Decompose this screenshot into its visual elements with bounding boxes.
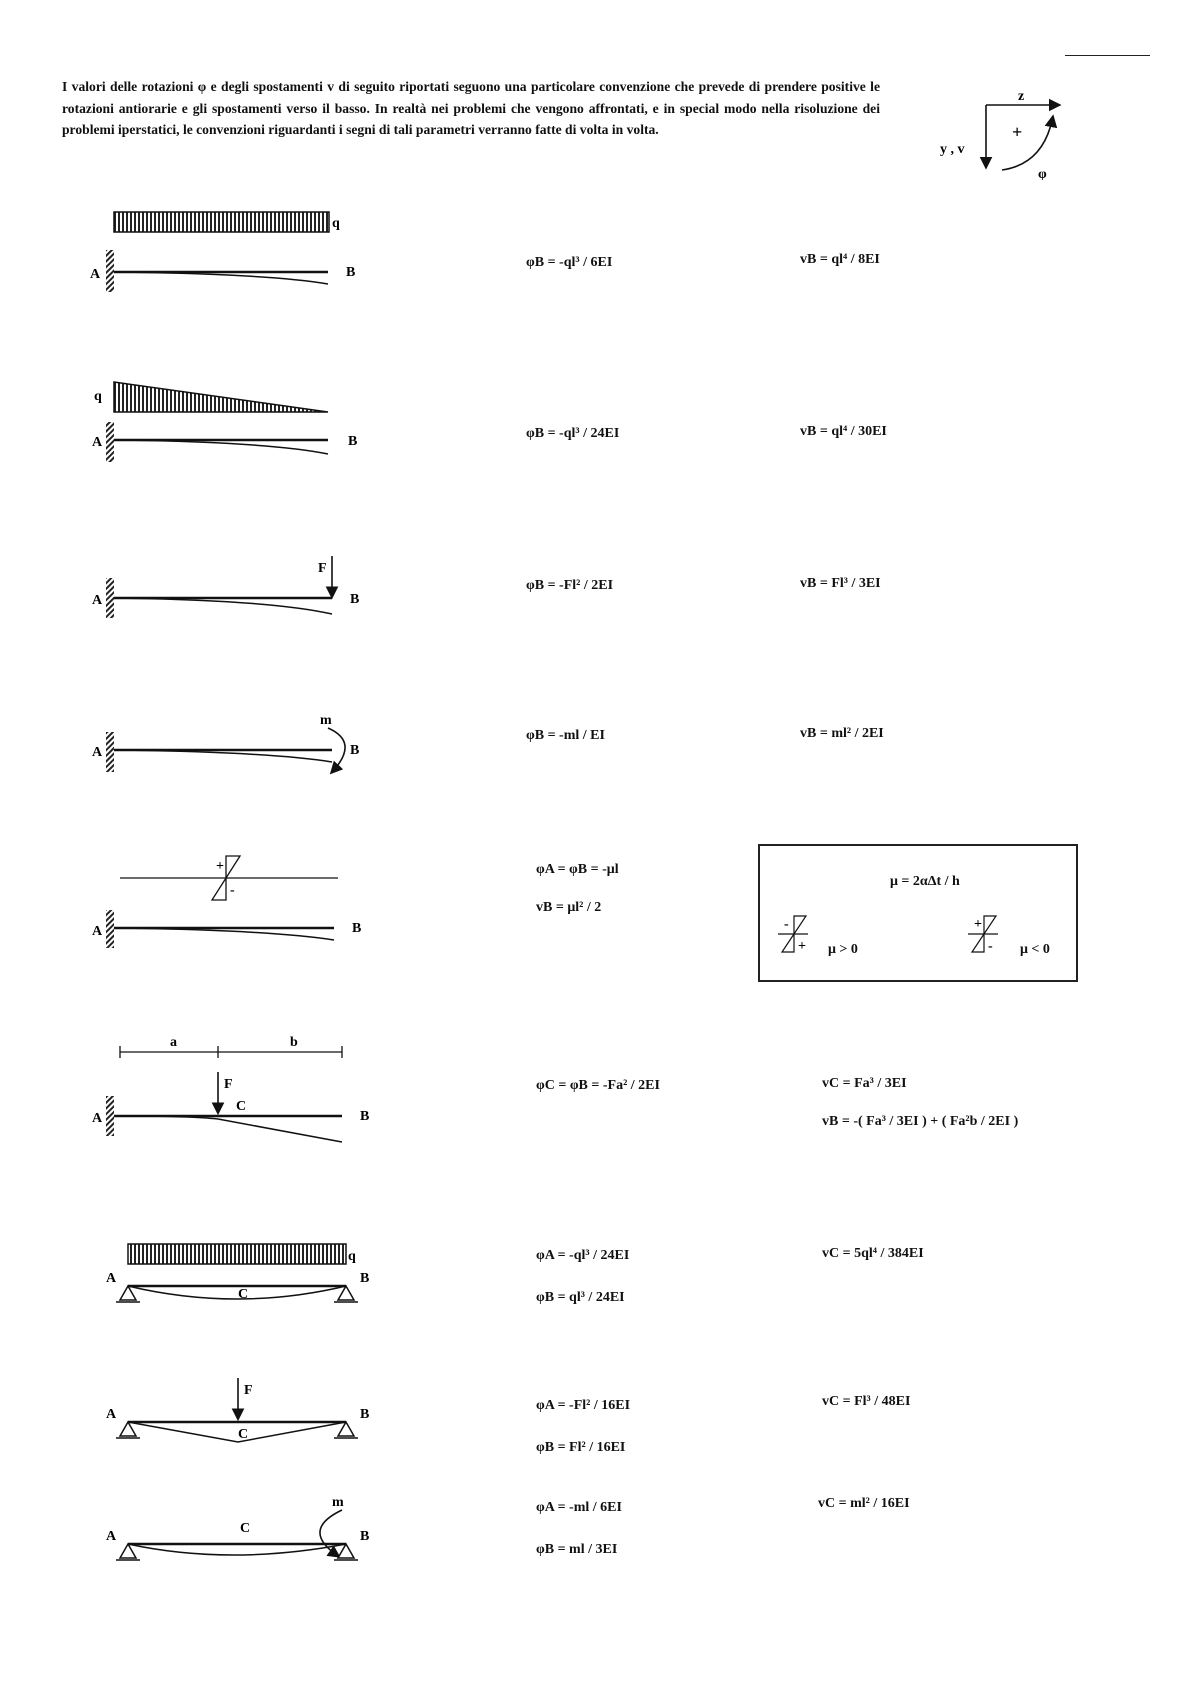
formula-displacement: vB = ql⁴ / 8EI — [800, 252, 880, 267]
distributed-load — [114, 212, 329, 232]
label-B: B — [360, 1529, 370, 1544]
gradient-bottom — [212, 878, 226, 900]
label-A: A — [90, 267, 101, 282]
formula-displacement: vB = Fl³ / 3EI — [800, 576, 881, 591]
y-axis-label: y , v — [940, 142, 965, 157]
diagram-cantilever-end-moment — [70, 700, 400, 800]
moment-arrow — [320, 1510, 342, 1556]
formula-displacement: vB = -( Fa³ / 3EI ) + ( Fa²b / 2EI ) — [822, 1114, 1019, 1129]
deflected-shape — [128, 1422, 346, 1442]
label-A: A — [106, 1407, 117, 1422]
formula-displacement: vB = ml² / 2EI — [800, 726, 884, 741]
label-B: B — [346, 265, 356, 280]
label-C: C — [238, 1287, 249, 1302]
formula-rotation: φA = φB = -μl — [536, 862, 619, 877]
thermal-gradient-box — [758, 844, 1078, 982]
formula-displacement: vB = ql⁴ / 30EI — [800, 424, 887, 439]
label-A: A — [92, 435, 103, 450]
formula-rotation: φA = -ml / 6EI — [536, 1500, 622, 1515]
z-axis-label: z — [1018, 89, 1025, 104]
roller-support-B — [338, 1422, 354, 1436]
formula-rotation: φA = -ql³ / 24EI — [536, 1248, 630, 1263]
deflected-shape — [114, 928, 334, 940]
diagram-cantilever-intermediate-force — [70, 1030, 400, 1150]
diagram-simply-supported-end-moment — [70, 1486, 400, 1586]
minus-sign: - — [230, 883, 235, 898]
load-q-label: q — [348, 1249, 356, 1264]
diagram-cantilever-triangular-load — [70, 370, 400, 470]
pin-support-A — [120, 1544, 136, 1558]
label-B: B — [352, 921, 362, 936]
fixed-support — [106, 422, 114, 462]
deflected-shape — [114, 440, 328, 454]
diagram-cantilever-end-force — [70, 550, 400, 650]
minus-sign: - — [988, 939, 993, 954]
formula-displacement: vC = ml² / 16EI — [818, 1496, 910, 1511]
formula-rotation: φB = Fl² / 16EI — [536, 1440, 626, 1455]
gradient-symbols — [760, 846, 1076, 980]
label-A: A — [106, 1529, 117, 1544]
force-F-label: F — [318, 561, 327, 576]
mu-negative-label: μ < 0 — [1020, 942, 1050, 957]
triangular-load — [114, 382, 328, 412]
formula-rotation: φB = -Fl² / 2EI — [526, 578, 614, 593]
fixed-support — [106, 910, 114, 948]
roller-support-B — [338, 1286, 354, 1300]
distributed-load — [128, 1244, 346, 1264]
formula-rotation: φB = ml / 3EI — [536, 1542, 618, 1557]
formula-displacement: vC = Fa³ / 3EI — [822, 1076, 907, 1091]
label-C: C — [236, 1099, 247, 1114]
fixed-support — [106, 1096, 114, 1136]
phi-label: φ — [1038, 167, 1047, 180]
roller-support-B — [338, 1544, 354, 1558]
deflected-shape — [128, 1286, 346, 1299]
label-B: B — [360, 1109, 370, 1124]
label-A: A — [92, 593, 103, 608]
label-A: A — [92, 924, 103, 939]
deflected-shape — [114, 750, 332, 762]
deflected-shape — [114, 598, 332, 614]
formula-displacement: vB = μl² / 2 — [536, 900, 602, 915]
formula-rotation: φA = -Fl² / 16EI — [536, 1398, 631, 1413]
formula-rotation: φB = -ql³ / 24EI — [526, 426, 620, 441]
force-F-label: F — [244, 1383, 253, 1398]
diagram-simply-supported-uniform-load — [70, 1236, 400, 1336]
formula-rotation: φB = ql³ / 24EI — [536, 1290, 625, 1305]
formula-displacement: vC = 5ql⁴ / 384EI — [822, 1246, 924, 1261]
pin-support-A — [120, 1286, 136, 1300]
label-B: B — [350, 743, 360, 758]
minus-sign: - — [784, 917, 789, 932]
fixed-support — [106, 578, 114, 618]
dimension-b-label: b — [290, 1035, 298, 1050]
dimension-a-label: a — [170, 1035, 177, 1050]
diagram-cantilever-thermal — [70, 848, 400, 948]
label-B: B — [360, 1407, 370, 1422]
deflected-shape — [128, 1544, 346, 1555]
formula-rotation: φC = φB = -Fa² / 2EI — [536, 1078, 660, 1093]
top-rule — [1065, 55, 1150, 56]
diagram-simply-supported-midspan-force — [70, 1374, 400, 1474]
formula-rotation: φB = -ml / EI — [526, 728, 605, 743]
label-A: A — [92, 1111, 103, 1126]
fixed-support — [106, 250, 114, 292]
positive-sign: + — [1012, 122, 1023, 142]
force-F-label: F — [224, 1077, 233, 1092]
mu-positive-label: μ > 0 — [828, 942, 858, 957]
formula-rotation: φB = -ql³ / 6EI — [526, 255, 613, 270]
diagram-cantilever-uniform-load — [70, 200, 400, 300]
label-C: C — [240, 1521, 251, 1536]
moment-m-label: m — [320, 713, 332, 728]
fixed-support — [106, 732, 114, 772]
load-q-label: q — [332, 216, 340, 231]
moment-m-label: m — [332, 1495, 344, 1510]
mu-definition: μ = 2αΔt / h — [890, 874, 960, 889]
label-A: A — [106, 1271, 117, 1286]
deflected-shape — [114, 272, 328, 284]
label-B: B — [360, 1271, 370, 1286]
plus-sign: + — [798, 939, 806, 954]
pin-support-A — [120, 1422, 136, 1436]
plus-sign: + — [974, 917, 982, 932]
sign-convention-diagram — [940, 80, 1070, 180]
label-B: B — [348, 434, 358, 449]
deflected-shape — [114, 1116, 342, 1142]
load-q-label: q — [94, 389, 102, 404]
label-B: B — [350, 592, 360, 607]
label-A: A — [92, 745, 103, 760]
formula-displacement: vC = Fl³ / 48EI — [822, 1394, 911, 1409]
label-C: C — [238, 1427, 249, 1442]
plus-sign: + — [216, 859, 224, 874]
intro-paragraph: I valori delle rotazioni φ e degli spostamenti v di seguito riportati seguono una particolare convenzione che prevede di prendere positive le rotazioni antiorarie e gli spostamenti verso il basso. In realtà nei problemi che vengono affrontati, e in special modo nella risoluzione dei problemi iperstatici, le convenzioni riguardanti i segni di tali parametri verranno fatte di volta in volta. — [62, 79, 880, 137]
gradient-top — [226, 856, 240, 878]
